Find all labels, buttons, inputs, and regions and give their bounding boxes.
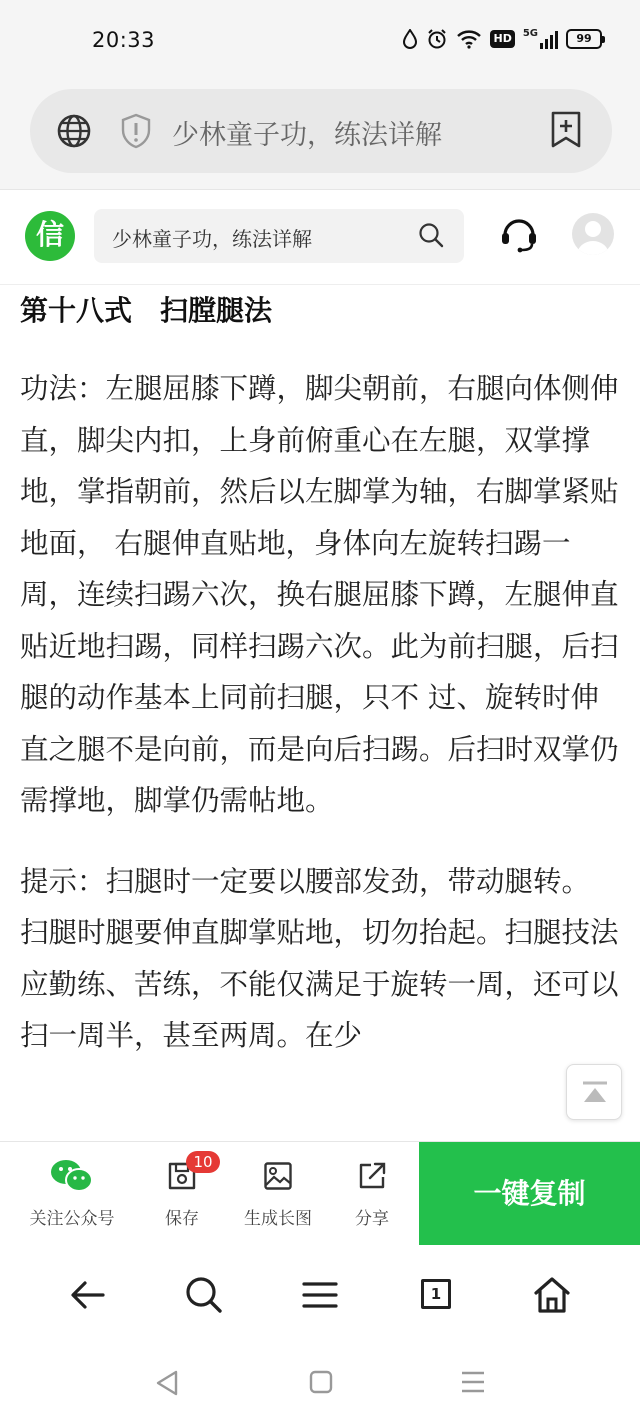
system-back-icon[interactable]: [154, 1369, 180, 1397]
add-bookmark-icon[interactable]: [550, 111, 582, 149]
system-recents-icon[interactable]: [460, 1369, 486, 1395]
data-saver-icon: [402, 29, 418, 49]
article-content: [20, 288, 620, 1140]
browser-toolbar: [0, 80, 640, 190]
status-icons: [402, 28, 602, 50]
wechat-icon: [49, 1158, 95, 1194]
save-button[interactable]: [134, 1153, 230, 1229]
site-search-box[interactable]: [94, 209, 464, 263]
globe-icon[interactable]: [56, 113, 92, 149]
system-home-icon[interactable]: [308, 1369, 334, 1395]
follow-account-button[interactable]: [24, 1158, 120, 1229]
status-bar: [0, 0, 640, 80]
address-text[interactable]: 少林童子功，练法详解: [172, 120, 442, 151]
shield-icon[interactable]: [120, 113, 152, 149]
article-heading: 第十八式 扫膛腿法: [20, 294, 273, 327]
menu-icon[interactable]: [300, 1275, 340, 1315]
back-to-top-button[interactable]: [566, 1064, 622, 1120]
avatar[interactable]: [572, 213, 614, 255]
share-icon: [357, 1161, 387, 1191]
address-bar[interactable]: [30, 89, 612, 173]
long-image-label: 生成长图: [244, 1209, 312, 1229]
system-nav-bar: [0, 1345, 640, 1422]
action-bar: [0, 1141, 640, 1245]
save-count-badge: 10: [186, 1151, 220, 1173]
home-icon[interactable]: [532, 1275, 572, 1315]
save-label: 保存: [165, 1209, 199, 1229]
battery-icon: 99: [566, 29, 602, 49]
wifi-icon: [456, 29, 482, 49]
site-search-text[interactable]: 少林童子功，练法详解: [112, 227, 312, 251]
back-arrow-icon[interactable]: [68, 1275, 108, 1315]
article-paragraph: 提示：扫腿时一定要以腰部发劲，带动腿转。: [20, 864, 591, 898]
customer-service-icon[interactable]: [498, 213, 540, 255]
site-logo[interactable]: 信: [25, 211, 75, 261]
search-icon[interactable]: [418, 222, 444, 248]
image-icon: [263, 1161, 293, 1191]
search-icon[interactable]: [184, 1275, 224, 1315]
generate-long-image-button[interactable]: [230, 1158, 326, 1229]
arrow-up-icon: [581, 1081, 609, 1105]
article-paragraph: 扫腿时腿要伸直脚掌贴地，切勿抬起。扫腿技法应勤练、苦练，不能仅满足于旋转一周，还可以扫一周半，甚至两周。在少: [20, 916, 619, 1052]
network-type: 5G: [522, 28, 538, 39]
tab-count: 1: [421, 1279, 451, 1309]
hd-icon: HD: [490, 30, 514, 48]
share-label: 分享: [355, 1209, 389, 1229]
status-time: 20:33: [92, 28, 156, 52]
follow-account-label: 关注公众号: [29, 1209, 115, 1229]
one-click-copy-button[interactable]: 一键复制: [419, 1142, 640, 1246]
tabs-button[interactable]: [416, 1275, 456, 1315]
user-icon: [572, 213, 614, 255]
share-button[interactable]: [324, 1158, 420, 1229]
browser-nav-bar: [0, 1245, 640, 1345]
article-paragraph: 功法：左腿屈膝下蹲，脚尖朝前，右腿向体侧伸直，脚尖内扣，上身前俯重心在左腿，双掌撑地，掌指朝前，然后以左脚掌为轴，右脚掌紧贴地面， 右腿伸直贴地，身体向左旋转扫踢一周，连续扫踢六次，换右腿屈膝下蹲，左腿伸直贴近地扫踢，同样扫踢六次。此为前扫腿，后扫腿的动作基本上同前扫腿，只不 过、旋转时伸直之腿不是向前，而是向后扫踢。后扫时双掌仍需撑地，脚掌仍需帖地。: [20, 372, 619, 817]
signal-icon: [523, 29, 558, 49]
alarm-icon: [426, 28, 448, 50]
site-header: [0, 191, 640, 285]
